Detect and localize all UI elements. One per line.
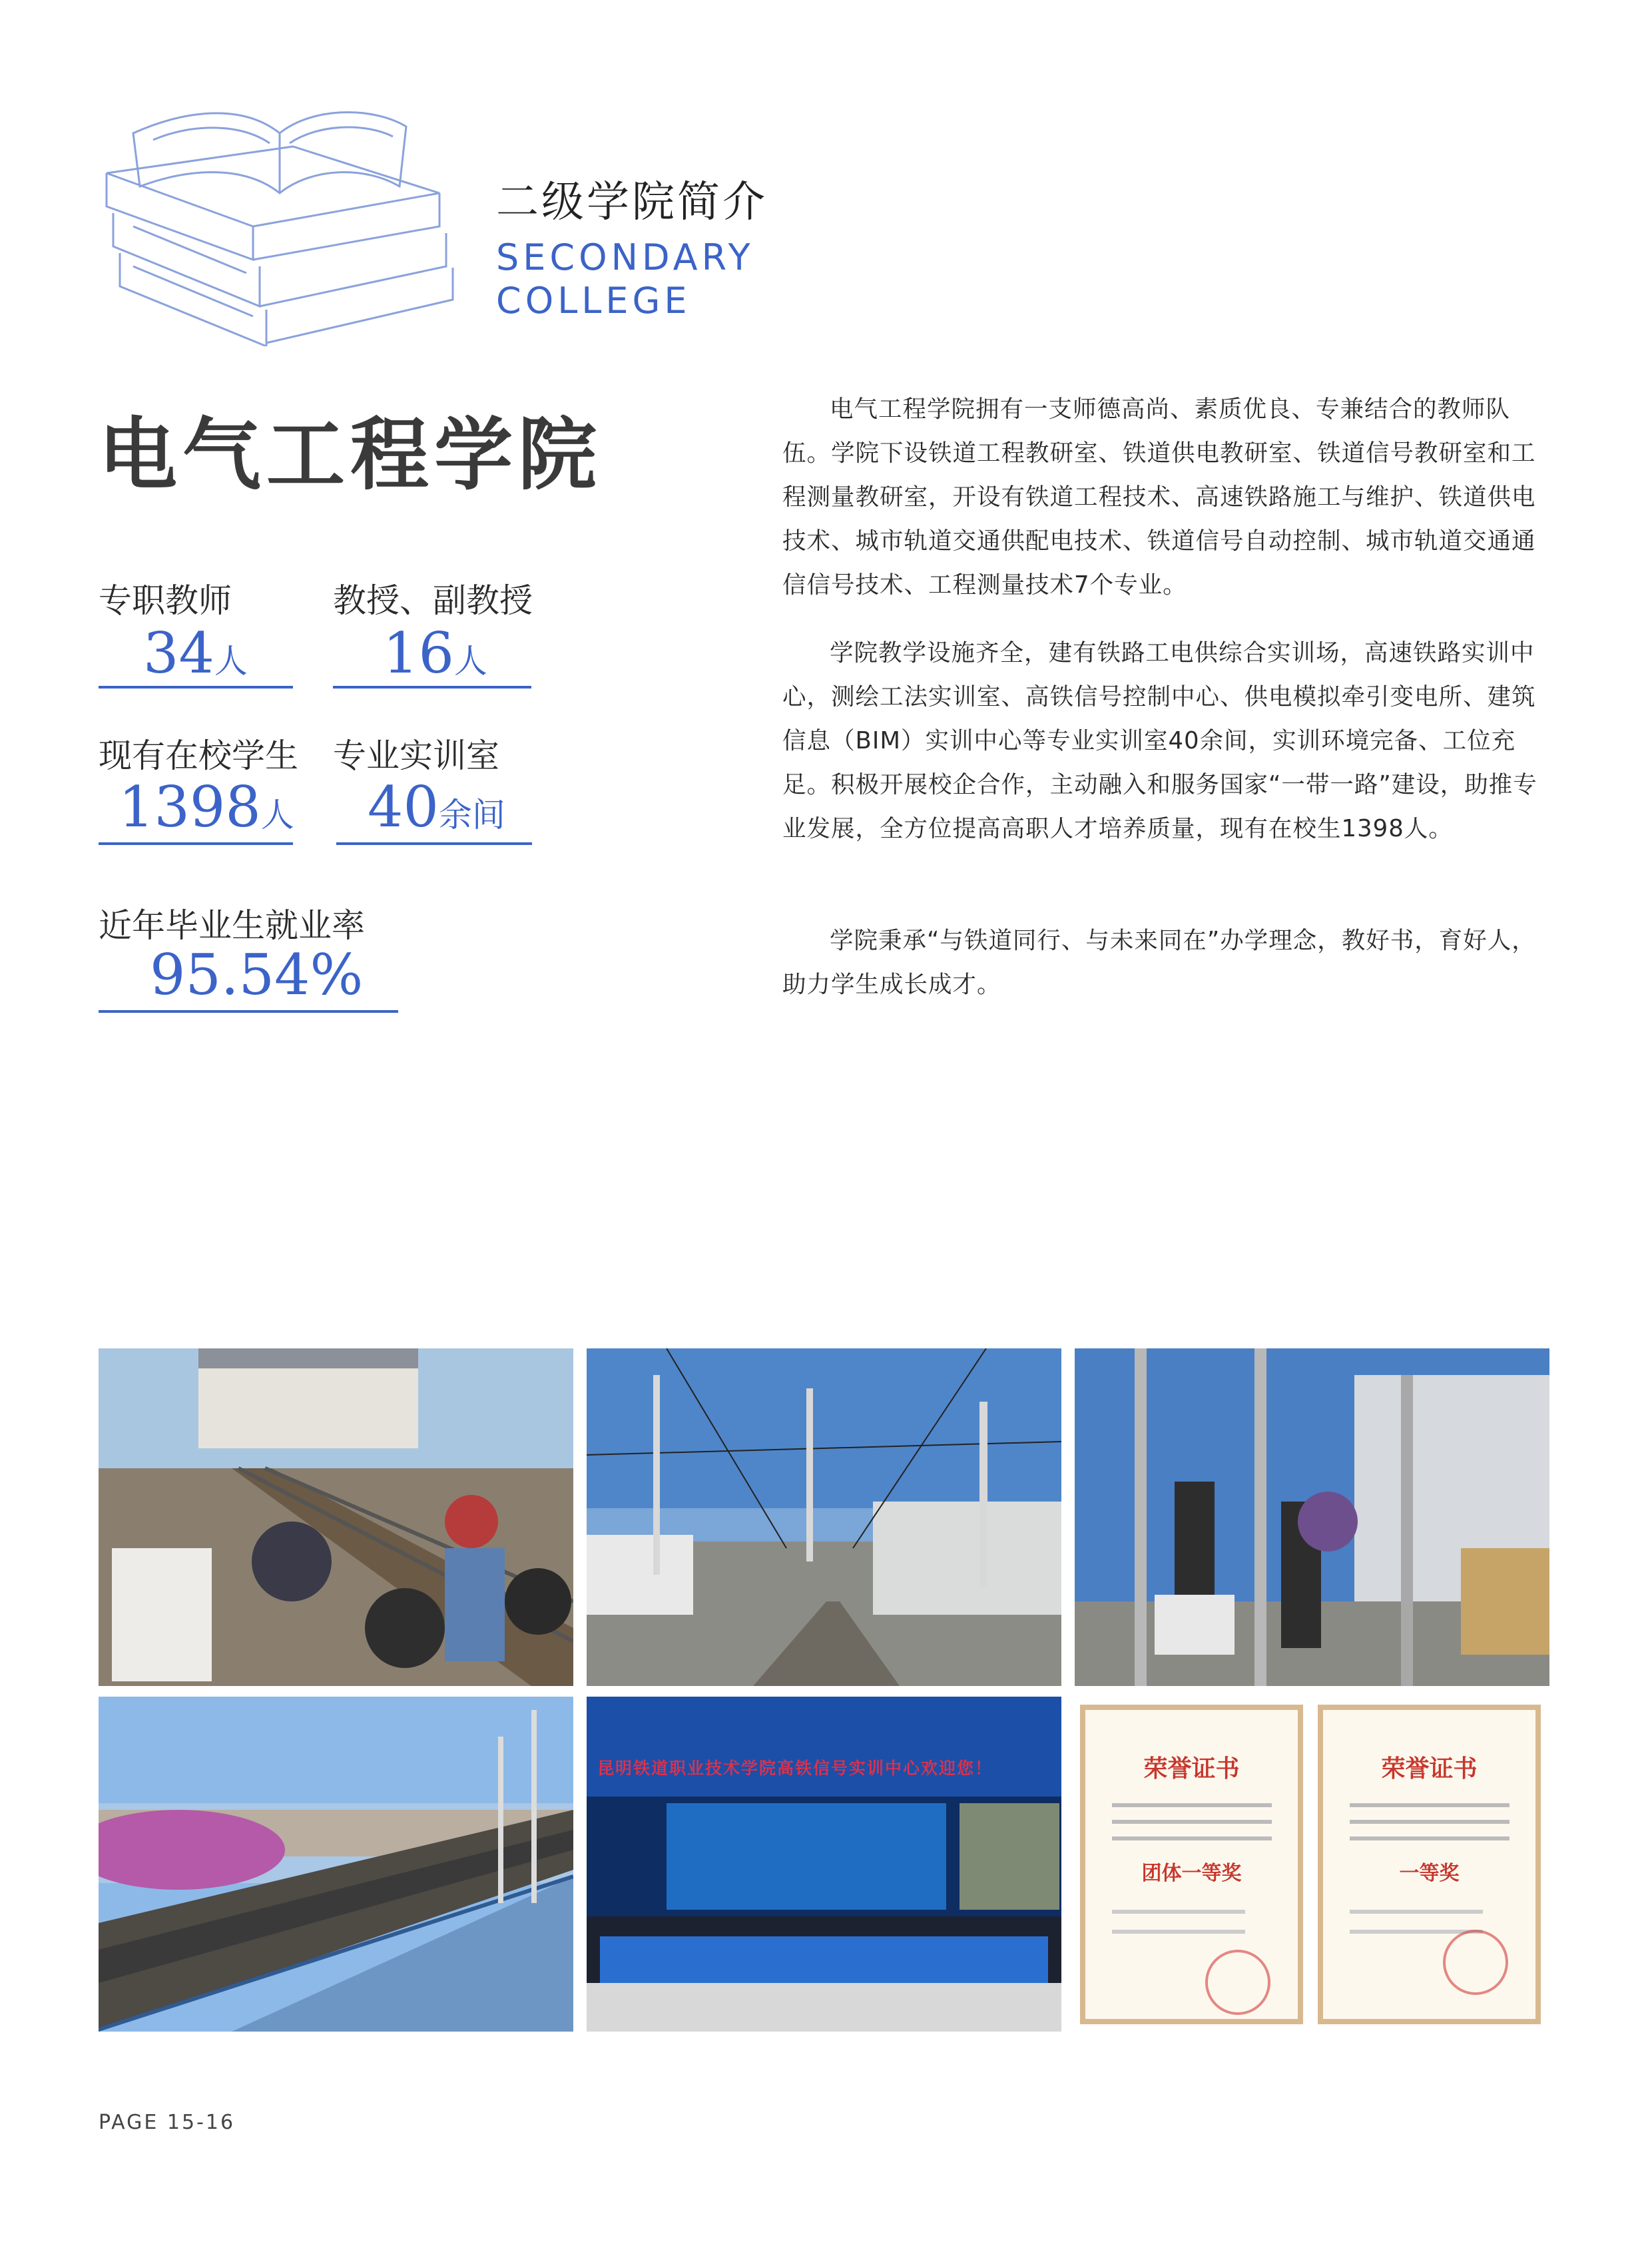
- stat-value-professors: 16人: [383, 621, 487, 686]
- page-number: PAGE 15-16: [99, 2111, 236, 2134]
- certificate-text-line: [1350, 1820, 1510, 1824]
- stat-underline: [99, 686, 293, 689]
- college-name: 电气工程学院: [99, 409, 603, 501]
- photo-signal-control-center: [587, 1697, 1061, 2032]
- intro-paragraph-1: 电气工程学院拥有一支师德高尚、素质优良、专兼结合的教师队伍。学院下设铁道工程教研室、铁道供电教研室、铁道信号教研室和工程测量教研室，开设有铁道工程技术、高速铁路施工与维护、铁道供电技术、城市轨道交通供配电技术、铁道信号自动控制、城市轨道交通通信信号技术、工程测量技术7个专业。: [782, 396, 1536, 599]
- stat-value-full-time-teachers: 34人: [143, 621, 248, 686]
- stat-label-professors: 教授、副教授: [333, 581, 533, 620]
- intro-paragraph-2: 学院教学设施齐全，建有铁路工电供综合实训场，高速铁路实训中心，测绘工法实训室、高铁信号控制中心、供电模拟牵引变电所、建筑信息（BIM）实训中心等专业实训室40余间，实训环境完备、工位充足。积极开展校企合作，主动融入和服务国家“一带一路”建设，助推专业发展，全方位提高高职人才培养质量，现有在校生1398人。: [782, 639, 1537, 842]
- book-illustration: [93, 93, 466, 346]
- photo-traction-substation: [1075, 1348, 1549, 1686]
- stat-label-employment-rate: 近年毕业生就业率: [99, 906, 365, 945]
- photo-railway-bridge: [99, 1697, 573, 2032]
- stat-underline: [99, 1010, 398, 1013]
- certificate-text-line: [1350, 1910, 1483, 1914]
- stat-label-students: 现有在校学生: [99, 736, 298, 775]
- certificate-text-line: [1350, 1803, 1510, 1807]
- certificate-text-line: [1112, 1930, 1245, 1934]
- stat-value-students: 1398人: [119, 774, 294, 840]
- section-title-en-line1: SECONDARY: [496, 236, 754, 278]
- stat-underline: [333, 686, 531, 689]
- intro-paragraph-3: 学院秉承“与铁道同行、与未来同在”办学理念，教好书，育好人，助力学生成长成才。: [782, 927, 1536, 998]
- photo-catenary-system: [587, 1348, 1061, 1686]
- stat-underline: [336, 842, 532, 845]
- section-title-en-line2: COLLEGE: [496, 280, 691, 322]
- stat-value-training-rooms: 40余间: [368, 774, 505, 840]
- stat-label-full-time-teachers: 专职教师: [99, 581, 232, 620]
- photo-honor-certificates: [1075, 1697, 1549, 2032]
- certificate-text-line: [1112, 1910, 1245, 1914]
- certificate-seal: [1443, 1930, 1508, 1995]
- section-title-cn: 二级学院简介: [496, 178, 768, 227]
- control-center-banner: 昆明铁道职业技术学院高铁信号实训中心欢迎您！: [597, 1759, 993, 1778]
- certificate-text-line: [1112, 1820, 1272, 1824]
- stat-underline: [99, 842, 293, 845]
- certificate-title: 荣誉证书: [1381, 1755, 1478, 1783]
- certificate-text-line: [1112, 1836, 1272, 1840]
- certificate-text-line: [1350, 1836, 1510, 1840]
- certificate-seal: [1205, 1950, 1270, 2015]
- stat-value-employment-rate: 95.54%: [150, 942, 364, 1007]
- certificate-title: 荣誉证书: [1143, 1755, 1240, 1783]
- stat-label-training-rooms: 专业实训室: [333, 736, 499, 775]
- photo-track-maintenance: [99, 1348, 573, 1686]
- certificate-award: 团体一等奖: [1141, 1862, 1242, 1885]
- certificate-text-line: [1112, 1803, 1272, 1807]
- certificate-team: [1080, 1705, 1303, 2024]
- certificate-individual: [1318, 1705, 1541, 2024]
- certificate-award: 一等奖: [1399, 1862, 1460, 1885]
